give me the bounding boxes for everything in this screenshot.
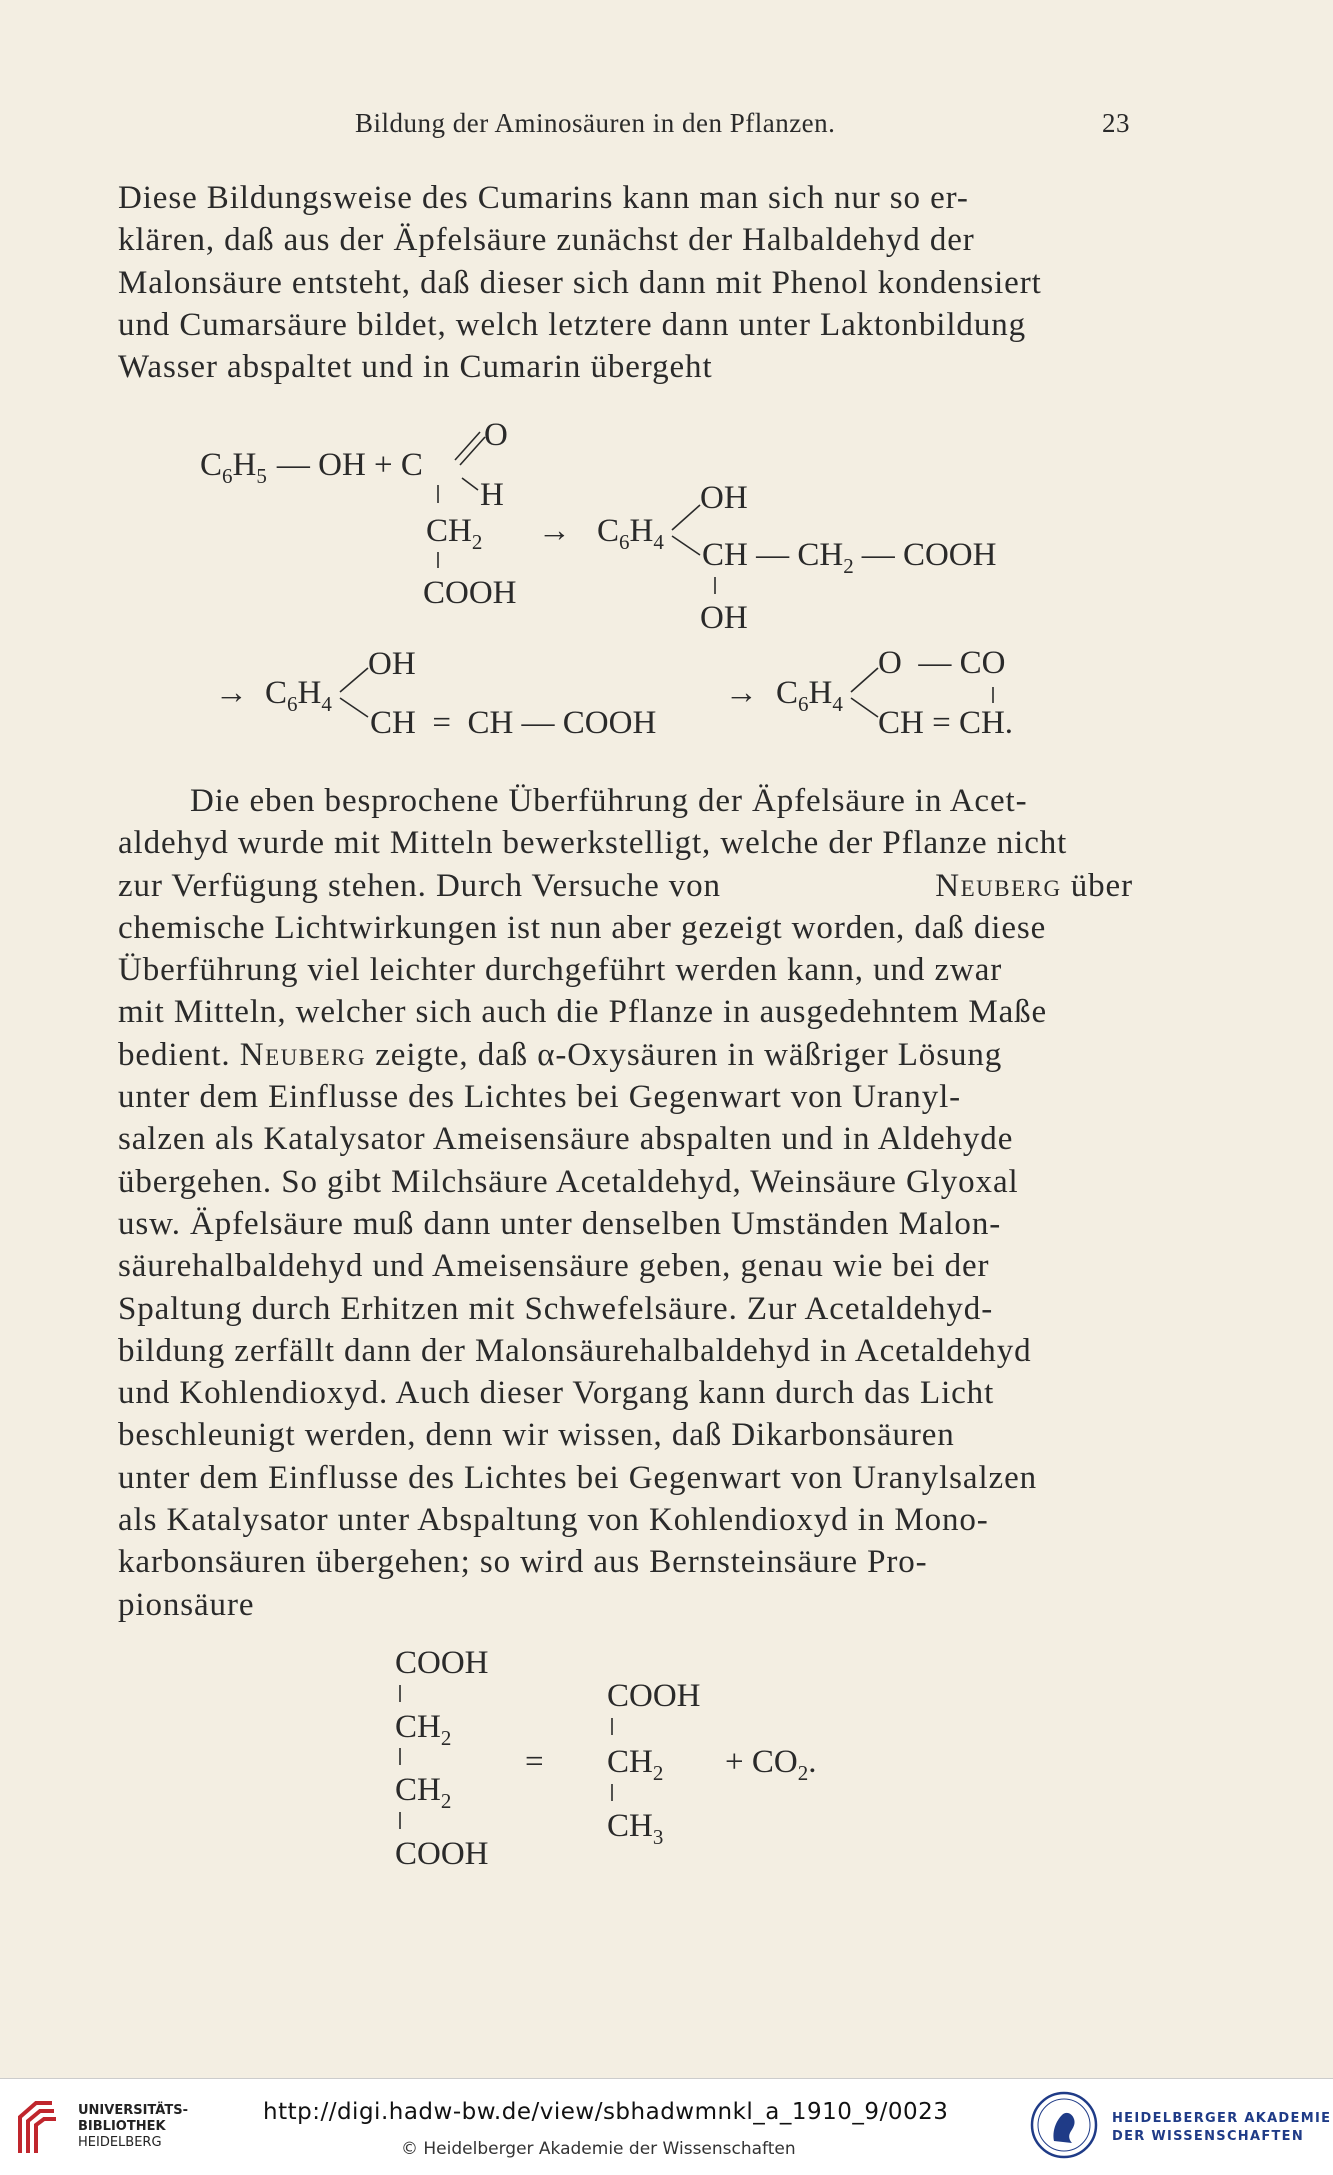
formula-text: O [484, 417, 508, 453]
formula-text: $CH_3$ [607, 1808, 664, 1849]
text-line: Diese Bildungsweise des Cumarins kann man sich nur so er- [118, 180, 969, 216]
formula-text: $C_6H_4$ [597, 513, 664, 554]
formula-text: CH = CH — COOH [370, 705, 657, 741]
formula-text: $CH_2$ [426, 513, 483, 554]
logo-text: HEIDELBERG [78, 2135, 162, 2150]
text-line: mit Mitteln, welcher sich auch die Pflanze in ausgedehntem Maße [118, 994, 1048, 1031]
text-line: Die eben besprochene Überführung der Äpfelsäure in Acet- [190, 783, 1028, 819]
text-line: und Kohlendioxyd. Auch dieser Vorgang kann durch das Licht [118, 1375, 995, 1412]
text-line: salzen als Katalysator Ameisensäure abspalten und in Aldehyde [118, 1121, 1014, 1158]
formula-propionic-acid [395, 1645, 816, 1872]
academy-seal-icon[interactable] [1030, 2091, 1098, 2159]
text-line: aldehyd wurde mit Mitteln bewerkstelligt, welche der Pflanze nicht [118, 825, 1068, 862]
university-library-logo[interactable] [14, 2095, 74, 2159]
formula-text: OH [700, 600, 748, 636]
bond [851, 668, 878, 692]
equals-sign: = [525, 1744, 544, 1780]
logo-text: HEIDELBERGER AKADEMIE [1112, 2111, 1332, 2126]
text-line: karbonsäuren übergehen; so wird aus Bernsteinsäure Pro- [118, 1544, 928, 1581]
bond [672, 505, 700, 530]
arrow-icon: → [538, 513, 571, 549]
text-line: usw. Äpfelsäure muß dann unter denselben Umständen Malon- [118, 1205, 1002, 1242]
formula-text: + $CO_2$. [725, 1744, 817, 1785]
university-library-name [78, 2103, 188, 2151]
formula-text: $CH_2$ [395, 1772, 452, 1813]
formula-coumarin-step2 [215, 645, 1013, 741]
bond [672, 536, 700, 555]
author-name: Neuberg [239, 1036, 367, 1073]
formula-text: OH [700, 480, 748, 516]
bond [462, 478, 478, 490]
text-line: übergehen. So gibt Milchsäure Acetaldehyd, Weinsäure Glyoxal [118, 1163, 1019, 1200]
text-span [935, 865, 1133, 907]
text-line: Spaltung durch Erhitzen mit Schwefelsäure. Zur Acetaldehyd- [118, 1290, 994, 1327]
text-line: und Cumarsäure bildet, welch letztere dann unter Laktonbildung [118, 306, 1027, 343]
text-line: als Katalysator unter Abspaltung von Kohlendioxyd in Mono- [118, 1502, 989, 1539]
text-line: pionsäure [118, 1586, 255, 1623]
bond [851, 698, 878, 717]
formula-text: $CH_2$ [607, 1744, 664, 1785]
permalink-url[interactable]: http://digi.hadw-bw.de/view/sbhadwmnkl_a_1910_9/0023 [263, 2099, 949, 2125]
copyright-notice: © Heidelberger Akademie der Wissenschaften [401, 2139, 796, 2159]
text-line [118, 1034, 1133, 1076]
text-line: unter dem Einflusse des Lichtes bei Gegenwart von Uranylsalzen [118, 1459, 1038, 1496]
formula-text: COOH [607, 1678, 701, 1714]
formula-text: CH — $CH_2$ — COOH [702, 537, 997, 578]
formula-text: $C_6H_4$ [776, 675, 843, 716]
text-span: über [1070, 867, 1133, 904]
formula-text: $CH_2$ [395, 1709, 452, 1750]
arrow-icon: → [215, 675, 248, 711]
running-title: Bildung der Aminosäuren in den Pflanzen. [355, 108, 836, 138]
logo-text: BIBLIOTHEK [78, 2119, 166, 2134]
paragraph-2 [118, 780, 1133, 1626]
text-line: säurehalbaldehyd und Ameisensäure geben, genau wie bei der [118, 1248, 990, 1285]
text-line [118, 865, 1133, 907]
bond [340, 668, 368, 692]
text-line: Malonsäure entsteht, daß dieser sich dann mit Phenol kondensiert [118, 264, 1042, 301]
author-name: Neuberg [935, 867, 1062, 904]
bond [340, 698, 368, 717]
page-number: 23 [1102, 108, 1130, 138]
formula-text: H [480, 477, 504, 513]
text-line: unter dem Einflusse des Lichtes bei Gegenwart von Uranyl- [118, 1079, 962, 1116]
text-line: beschleunigt werden, denn wir wissen, daß Dikarbonsäuren [118, 1417, 955, 1454]
viewer-footer [0, 2078, 1333, 2175]
logo-text: UNIVERSITÄTS- [78, 2103, 188, 2118]
formula-text: COOH [395, 1645, 489, 1681]
formula-text: COOH [423, 575, 517, 611]
formula-text: $C_6H_5$ — OH + C [200, 447, 423, 488]
text-line: Wasser abspaltet und in Cumarin übergeht [118, 349, 713, 386]
text-span: bedient. [118, 1036, 231, 1073]
text-span: zur Verfügung stehen. Durch Versuche von [118, 867, 721, 904]
formula-text: O — CO [878, 645, 1006, 681]
arrow-icon: → [725, 675, 758, 711]
formula-coumarin-step1 [200, 417, 996, 636]
text-line: klären, daß aus der Äpfelsäure zunächst der Halbaldehyd der [118, 222, 975, 259]
formula-text: OH [368, 646, 416, 682]
formula-text: CH = CH. [878, 705, 1014, 741]
formula-text: COOH [395, 1836, 489, 1872]
academy-name [1112, 2110, 1331, 2146]
text-line: Überführung viel leichter durchgeführt werden kann, und zwar [118, 952, 1003, 989]
text-span: zeigte, daß α-Oxysäuren in wäßriger Lösung [375, 1036, 1003, 1073]
logo-text: DER WISSENSCHAFTEN [1112, 2129, 1305, 2144]
text-line: bildung zerfällt dann der Malonsäurehalbaldehyd in Acetaldehyd [118, 1332, 1032, 1369]
text-line: chemische Lichtwirkungen ist nun aber gezeigt worden, daß diese [118, 909, 1047, 946]
formula-text: $C_6H_4$ [265, 675, 332, 716]
